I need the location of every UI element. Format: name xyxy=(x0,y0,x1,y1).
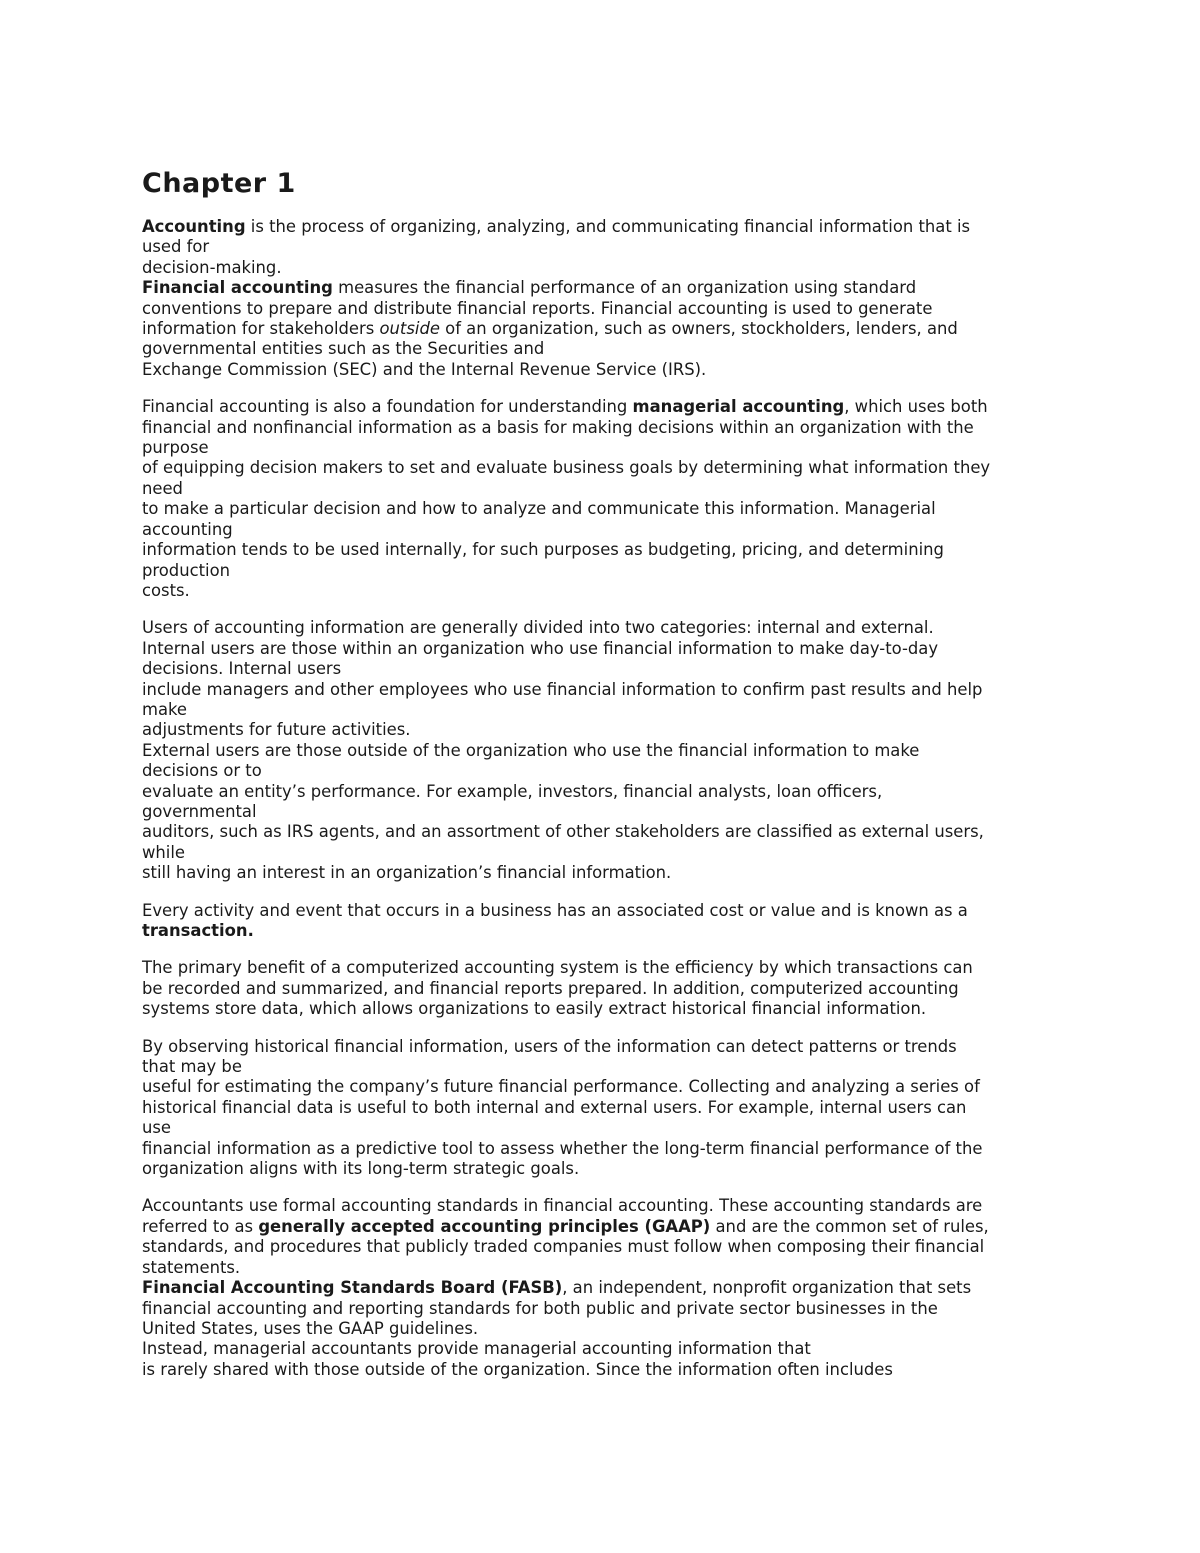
text-line: financial information as a predictive tool to assess whether the long-term financial performance of the xyxy=(142,1138,983,1158)
document-page xyxy=(142,166,1072,1380)
text-line: be recorded and summarized, and financial reports prepared. In addition, computerized accounting xyxy=(142,978,959,998)
text-line: External users are those outside of the organization who use the financial information to make xyxy=(142,740,920,760)
text-line: include managers and other employees who use financial information to confirm past results and help xyxy=(142,679,983,699)
text-span: , an independent, nonprofit organization that sets xyxy=(562,1278,972,1298)
text-line xyxy=(142,217,1072,237)
text-line: Internal users are those within an organization who use financial information to make day-to-day xyxy=(142,638,939,658)
text-line: governmental entities such as the Securities and xyxy=(142,339,545,359)
text-line xyxy=(142,319,1072,339)
paragraph-managerial-accounting xyxy=(142,397,1072,601)
term-fasb: Financial Accounting Standards Board (FASB) xyxy=(142,1278,563,1298)
paragraph-transaction xyxy=(142,901,1072,942)
text-line xyxy=(142,397,1072,417)
term-gaap: generally accepted accounting principles (GAAP) xyxy=(258,1216,711,1236)
text-line: information tends to be used internally, for such purposes as budgeting, pricing, and determining xyxy=(142,540,944,560)
text-line xyxy=(142,921,1072,941)
term-accounting: Accounting xyxy=(142,217,246,236)
text-line: make xyxy=(142,699,188,719)
text-line: decisions. Internal users xyxy=(142,659,342,679)
text-line: production xyxy=(142,560,231,580)
term-transaction: transaction. xyxy=(142,921,254,940)
text-line: decision-making. xyxy=(142,257,282,277)
text-line: Every activity and event that occurs in a business has an associated cost or value and is known as a xyxy=(142,900,968,920)
text-line: adjustments for future activities. xyxy=(142,720,411,740)
text-line: The primary benefit of a computerized accounting system is the efficiency by which transactions can xyxy=(142,958,973,978)
text-line: Exchange Commission (SEC) and the Internal Revenue Service (IRS). xyxy=(142,359,707,379)
text-line: used for xyxy=(142,237,210,257)
text-line: purpose xyxy=(142,438,209,458)
text-span: information for stakeholders xyxy=(142,319,380,339)
text-line: auditors, such as IRS agents, and an assortment of other stakeholders are classified as external users, xyxy=(142,822,984,842)
text-line xyxy=(142,278,1072,298)
text-line: financial accounting and reporting standards for both public and private sector businesses in the xyxy=(142,1298,938,1318)
text-span: and are the common set of rules, xyxy=(710,1216,989,1236)
text-line: By observing historical financial information, users of the information can detect patterns or trends xyxy=(142,1036,957,1056)
text-line: still having an interest in an organization’s financial information. xyxy=(142,863,672,883)
text-line: accounting xyxy=(142,519,233,539)
text-span: measures the financial performance of an organization using standard xyxy=(332,278,917,298)
term-managerial-accounting: managerial accounting xyxy=(632,397,845,417)
text-span: referred to as xyxy=(142,1216,259,1236)
text-line: Instead, managerial accountants provide managerial accounting information that xyxy=(142,1339,811,1359)
text-line: useful for estimating the company’s future financial performance. Collecting and analyzing a series of xyxy=(142,1077,980,1097)
text-line: costs. xyxy=(142,580,190,600)
text-line: is rarely shared with those outside of the organization. Since the information often includes xyxy=(142,1359,893,1379)
paragraph-users xyxy=(142,618,1072,883)
text-line: systems store data, which allows organizations to easily extract historical financial information. xyxy=(142,999,927,1019)
paragraph-computerized-system xyxy=(142,958,1072,1019)
text-line: while xyxy=(142,842,185,862)
text-line: governmental xyxy=(142,801,257,821)
text-line: Users of accounting information are generally divided into two categories: internal and external. xyxy=(142,618,934,638)
term-financial-accounting: Financial accounting xyxy=(142,278,333,298)
paragraph-historical-info xyxy=(142,1037,1072,1180)
chapter-title: Chapter 1 xyxy=(142,168,296,199)
text-line: historical financial data is useful to both internal and external users. For example, internal users can xyxy=(142,1097,967,1117)
text-line: evaluate an entity’s performance. For example, investors, financial analysts, loan officers, xyxy=(142,781,883,801)
text-line: Accountants use formal accounting standards in financial accounting. These accounting standards are xyxy=(142,1196,983,1216)
text-line: financial and nonfinancial information as a basis for making decisions within an organization with the xyxy=(142,417,974,437)
text-span: Financial accounting is also a foundation for understanding xyxy=(142,397,633,417)
text-line: statements. xyxy=(142,1257,241,1277)
text-line: to make a particular decision and how to analyze and communicate this information. Managerial xyxy=(142,499,936,519)
text-line: of equipping decision makers to set and evaluate business goals by determining what information they xyxy=(142,458,991,478)
text-span: , which uses both xyxy=(844,397,988,417)
text-line xyxy=(142,1278,1072,1298)
text-line: conventions to prepare and distribute financial reports. Financial accounting is used to generate xyxy=(142,298,933,318)
text-span: is the process of organizing, analyzing, and communicating financial information that is xyxy=(245,217,971,236)
emphasis-outside: outside xyxy=(379,319,440,339)
text-line: United States, uses the GAAP guidelines. xyxy=(142,1318,479,1338)
text-line: organization aligns with its long-term strategic goals. xyxy=(142,1159,580,1179)
text-line xyxy=(142,1217,1072,1237)
paragraph-standards xyxy=(142,1196,1072,1380)
text-span: of an organization, such as owners, stockholders, lenders, and xyxy=(439,319,958,339)
paragraph-accounting-definition xyxy=(142,217,1072,380)
text-line: decisions or to xyxy=(142,761,262,781)
text-line: need xyxy=(142,478,183,498)
text-line: standards, and procedures that publicly traded companies must follow when composing their financial xyxy=(142,1237,985,1257)
text-line: that may be xyxy=(142,1057,242,1077)
text-line: use xyxy=(142,1118,172,1138)
